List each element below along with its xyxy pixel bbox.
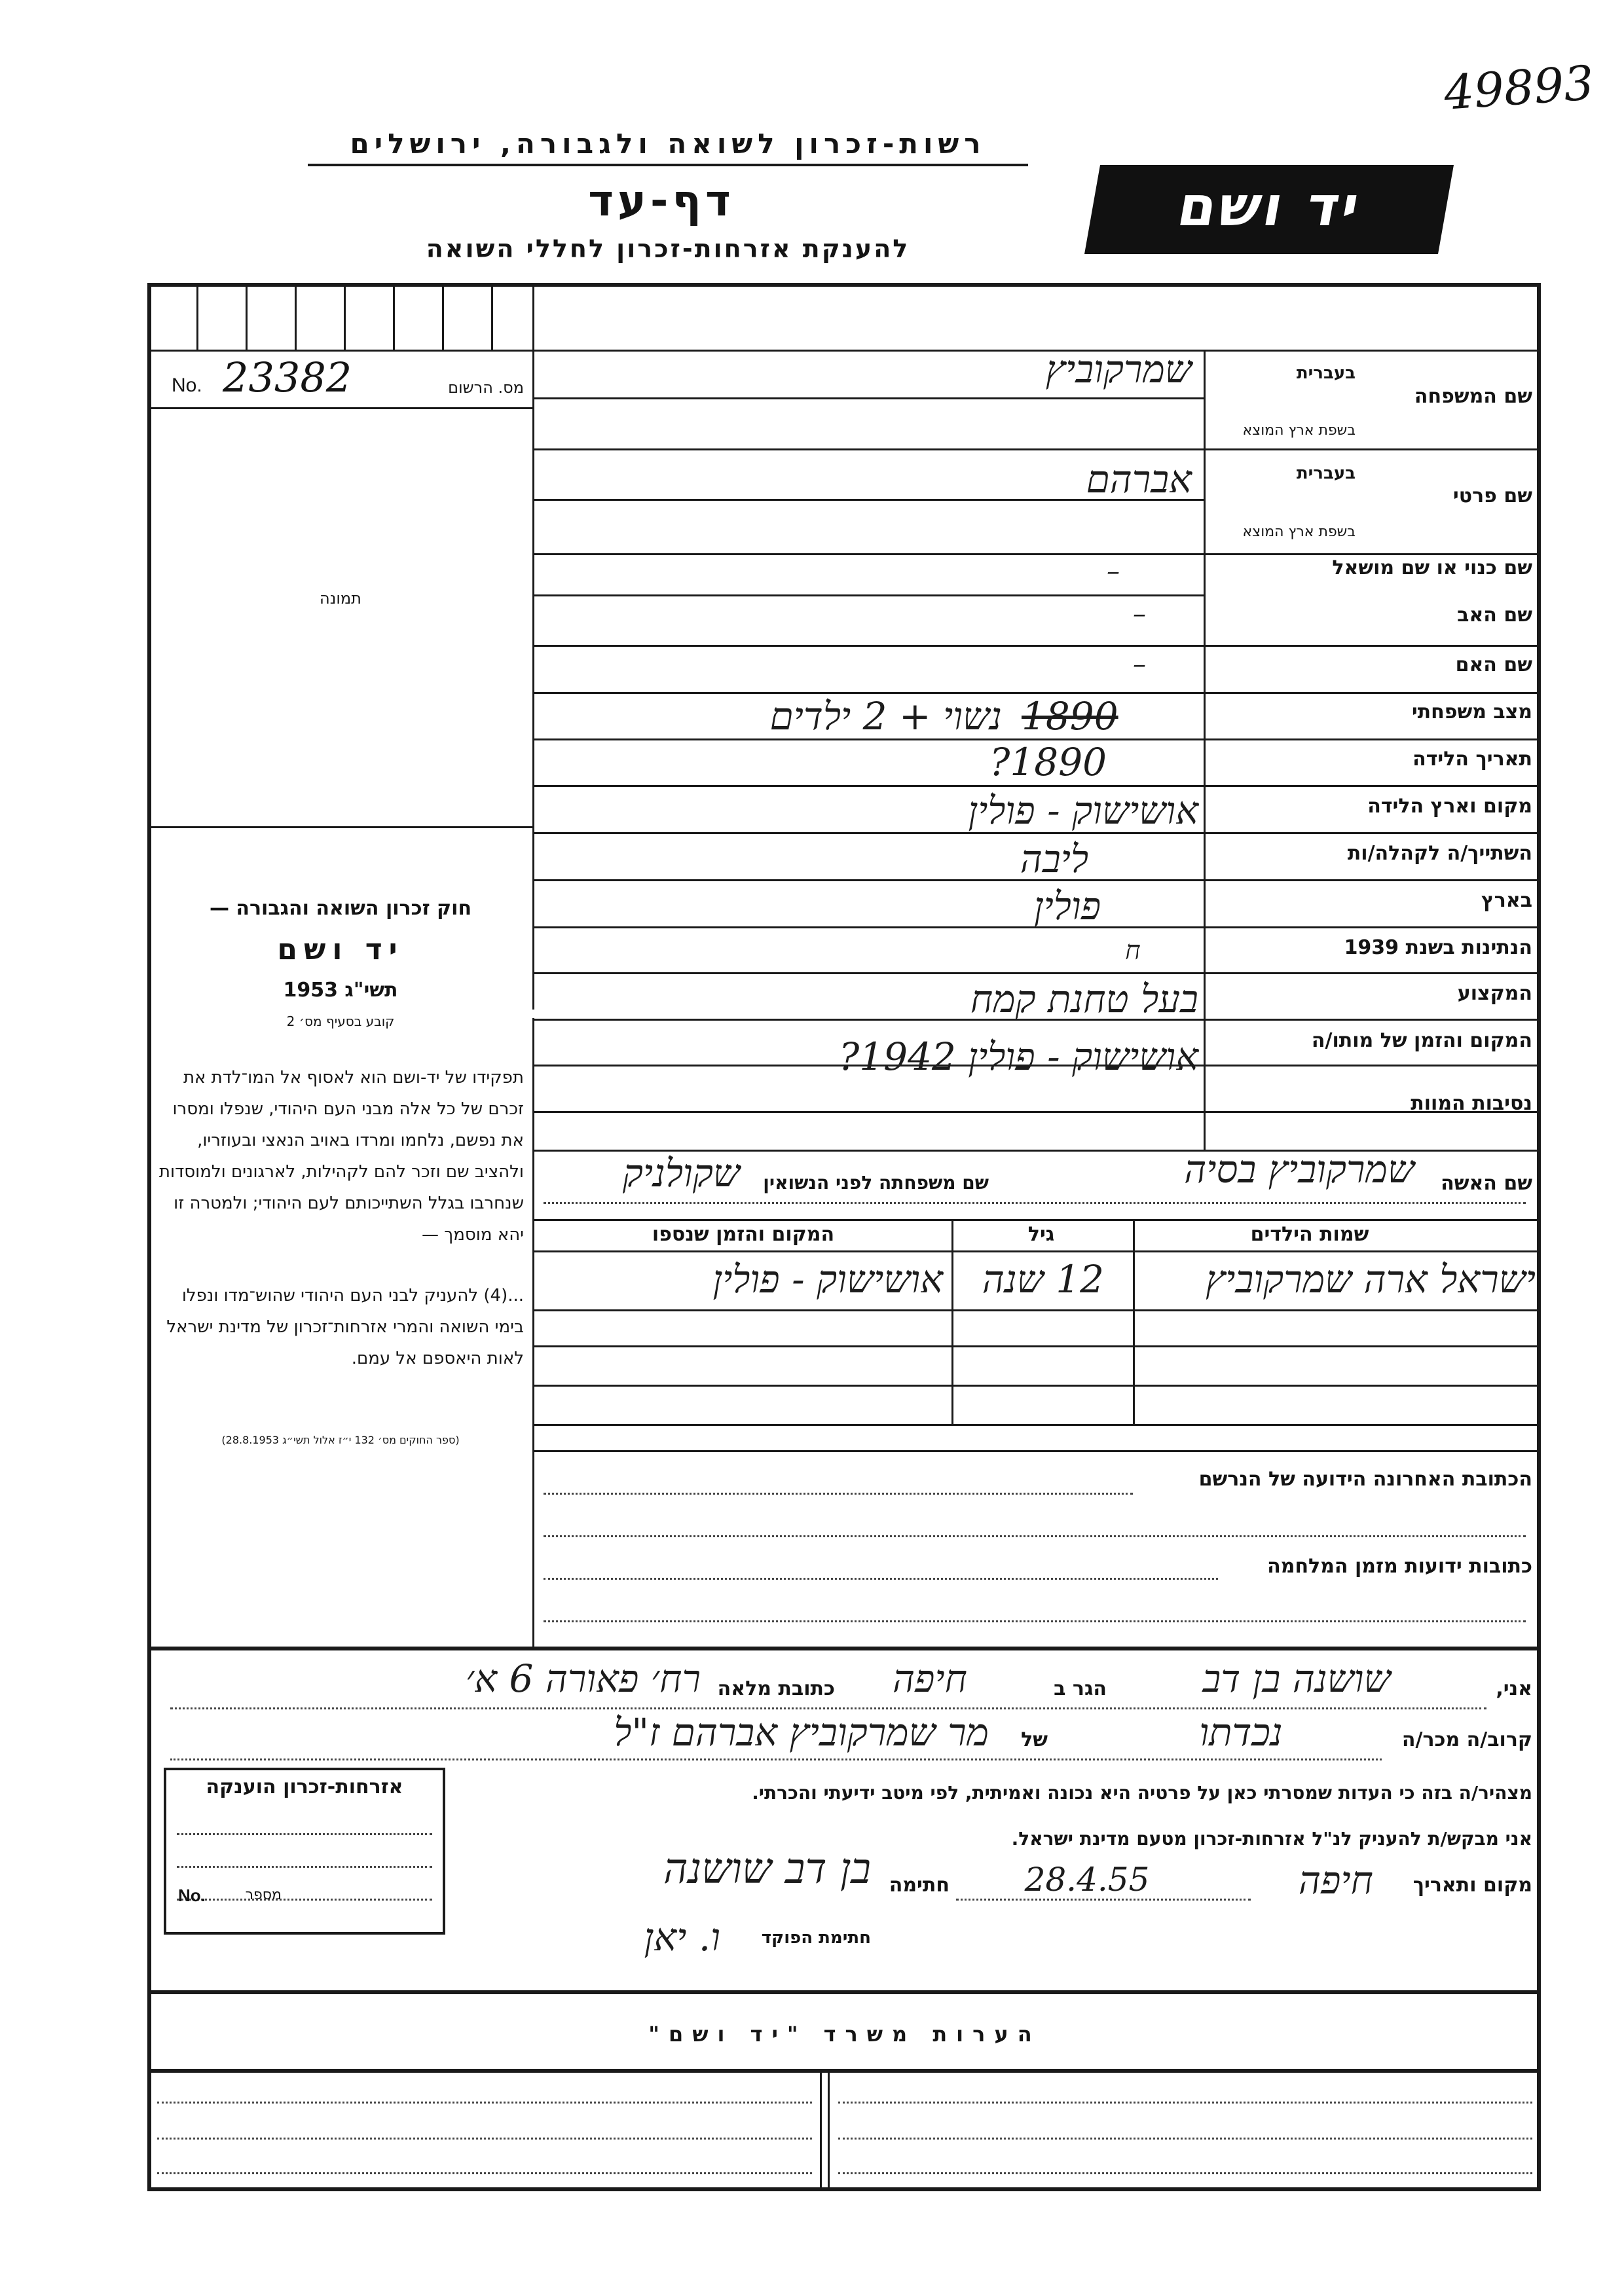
family-status-struck: 1890 — [1022, 694, 1118, 738]
declarant-address-label: כתובת מלאה — [717, 1677, 835, 1700]
death-place-value: אושישוק - פולין 1942? — [839, 1034, 1198, 1079]
first-name-value: אברהם — [1086, 457, 1192, 501]
office-notes-title: הערות משרד "יד ושם" — [648, 2022, 1041, 2047]
community-label: השתייך/ה לקהלה/ות — [1347, 842, 1532, 865]
of-label: של — [1021, 1728, 1048, 1751]
law-text-2: ...(4) להעניק לבני העם היהודי שהוש־מדו ונפלו בימי השואה והמרי אזרחות־זכרון של מדינת ישראל לאות היאספם אל עמם. — [166, 1286, 524, 1368]
child-place: אושישוק - פולין — [712, 1257, 943, 1302]
nickname-value: – — [1107, 556, 1120, 587]
archive-number: 49893 — [1442, 55, 1596, 120]
birth-place-value: אושישוק - פולין — [968, 788, 1198, 833]
certificate-no-label: No. — [178, 1886, 206, 1905]
first-name-label: שם פרטי — [1452, 484, 1532, 507]
family-name-origin-label: בשפת ארץ המוצא — [1242, 422, 1356, 439]
profession-value: בעל טחנת קמח — [970, 977, 1198, 1021]
declarant-i-label: אני, — [1496, 1677, 1532, 1700]
registration-number: 23382 — [223, 354, 352, 401]
authority-underline — [308, 164, 1028, 166]
photo-label: תמונה — [320, 589, 361, 608]
last-address-label: הכתובת האחרונה הידועה של הנרשם — [1198, 1468, 1532, 1491]
family-name-value: שמרקוביץ — [1045, 347, 1192, 392]
citizenship-label: הנתינות בשנת 1939 — [1344, 936, 1532, 959]
law-name: יד ושם — [277, 933, 404, 966]
place-value: חיפה — [1299, 1858, 1373, 1903]
date-value: 28.4.55 — [1024, 1861, 1150, 1899]
law-year: תשי"ג 1953 — [283, 979, 398, 1002]
law-source: (ספר החוקים מס׳ 132 י״ז אלול תשי״ג 28.8.1953) — [221, 1434, 460, 1446]
law-title: חוק זכרון השואה והגבורה — — [209, 897, 472, 920]
children-col-age: גיל — [1027, 1223, 1055, 1246]
relation-value: נכדתו — [1199, 1710, 1283, 1755]
family-status-value: נשוי + 2 ילדים — [769, 694, 1002, 738]
authority-heading: רשות-זכרון לשואה ולגבורה, ירושלים — [350, 128, 986, 160]
signature-label: חתימה — [889, 1874, 950, 1897]
birth-date-label: תאריך הלידה — [1412, 748, 1532, 771]
declarant-signature: בן דב שושנה — [663, 1845, 871, 1893]
mother-label: שם האם — [1455, 653, 1532, 676]
of-value: מר שמרקוביץ אברהם ז"ל — [614, 1710, 989, 1755]
children-col-names: שמות הילדים — [1250, 1223, 1369, 1246]
children-col-place: המקום והזמן שנספו — [652, 1223, 835, 1246]
death-place-label: המקום והזמן של מותו/ה — [1311, 1029, 1532, 1052]
mother-value: – — [1133, 649, 1146, 680]
declarant-city: חיפה — [893, 1656, 967, 1701]
country-value: פולין — [1033, 884, 1101, 928]
law-text-1: תפקידו של יד-ושם הוא לאסוף אל המו־לדת את זכרם של כל אלה מבני העם היהודי, שנפלו ומסרו את נפשם, נלחמו ומרדו באויב הנאצי ובעוזריו, ולהציב שם וזכר להם לקהילות, לארגונים ולמוסדות שנחרבו בגלל השתייכותם לעם היהודי; ולמטרה זו יהא מוסמך — — [158, 1068, 524, 1245]
form-subtitle: להענקת אזרחות-זכרון לחללי השואה — [426, 234, 910, 263]
first-name-hebrew-label: בעברית — [1296, 464, 1356, 483]
first-name-origin-label: בשפת ארץ המוצא — [1242, 524, 1356, 540]
father-label: שם האב — [1457, 604, 1532, 627]
certificate-title: אזרחות-זכרון הוענקה — [206, 1776, 403, 1798]
family-status-label: מצב משפחתי — [1411, 701, 1532, 723]
declarant-name: שושנה בן דב — [1202, 1656, 1391, 1701]
declarant-address: רח׳ פאורה 6 א׳ — [465, 1656, 701, 1701]
father-value: – — [1133, 599, 1146, 629]
child-name: ישראל ארה שמרקוביץ — [1205, 1257, 1536, 1302]
birth-place-label: מקום וארץ הלידה — [1367, 795, 1532, 818]
country-label: בארץ — [1481, 889, 1532, 912]
yad-vashem-logo — [1084, 165, 1454, 254]
wife-value: שמרקוביץ בסיה — [1184, 1147, 1414, 1192]
place-date-label: מקום ותאריך — [1412, 1874, 1532, 1897]
clerk-signature: ו. יאן — [644, 1915, 720, 1959]
birth-date-value: 1890? — [989, 740, 1107, 784]
community-value: ליבה — [1020, 837, 1089, 881]
death-cause-label: נסיבות המוות — [1411, 1092, 1532, 1115]
wife-maiden-value: שקולניק — [622, 1151, 740, 1195]
nickname-label: שם כנוי או שם מושאל — [1332, 556, 1532, 579]
law-clause: קובע בסעיף מס׳ 2 — [286, 1013, 395, 1029]
declarant-lives-label: הגר ב — [1054, 1677, 1107, 1700]
registration-label: מס. הרשום — [448, 378, 524, 397]
wife-maiden-label: שם משפחתה לפני הנשואין — [763, 1172, 989, 1194]
certificate-number-label: מספר — [245, 1887, 282, 1903]
family-name-label: שם המשפחה — [1414, 385, 1532, 408]
profession-label: המקצוע — [1457, 982, 1532, 1005]
form-title: דף-עד — [588, 175, 735, 226]
wartime-address-label: כתובות ידועות מזמן המלחמה — [1267, 1555, 1532, 1578]
registration-no-label: No. — [172, 374, 202, 396]
request-text: אני מבקש/ת להעניק לנ"ל אזרחות-זכרון מטעם מדינת ישראל. — [1011, 1828, 1532, 1850]
family-name-hebrew-label: בעברית — [1296, 363, 1356, 383]
logo-text: יד ושם — [1173, 174, 1367, 238]
declaration-text: מצהיר/ה בזה כי העדות שמסרתי כאן על פרטיה היא נכונה ואמיתית, לפי מיטב ידיעתי והכרתי. — [752, 1782, 1532, 1804]
relation-label: קרוב/ה מכר/ה — [1401, 1728, 1532, 1751]
child-age: 12 שנה — [982, 1257, 1105, 1302]
wife-label: שם האשה — [1441, 1172, 1532, 1195]
citizenship-value: ח — [1125, 936, 1141, 966]
clerk-label: חתימת הפוקד — [761, 1928, 871, 1948]
